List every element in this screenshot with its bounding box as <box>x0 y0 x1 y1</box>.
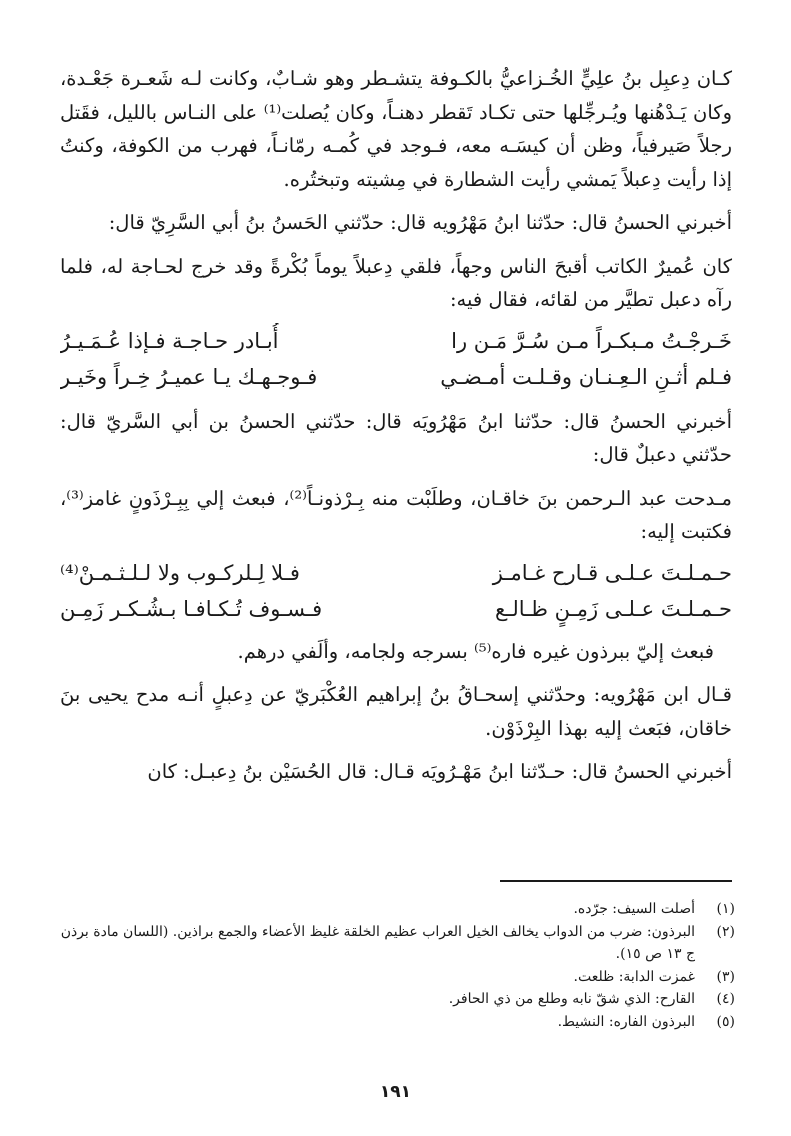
footnote <box>60 1011 735 1034</box>
paragraph-1: كـان دِعبِل بنُ علِيٍّ الخُـزاعيُّ بالكـوفة يتشـطر وهو شـابٌ، وكانت لـه شَعـرة جَعْـدة، وكان يَـدْهُنها ويُـرجِّلها حتى تكـاد تَقطر دهنـاً، وكان يُصلت⁽¹⁾ على النـاس بالليل، فقَتل رجلاً صَيرفياً، وظن أن كيسَـه معه، فـوجد في كُمـه رمّانـاً، فهرب من الكوفة، وكنتُ إذا رأيت دِعبلاً يَمشي رأيت الشطارة في مِشيته وتبختُره. <box>60 67 732 191</box>
footnotes <box>60 898 735 1033</box>
verse-hemistich: فـوجـهـك يـا عميـرُ خِـراً وخَيـر <box>60 364 318 389</box>
footnote <box>60 966 735 989</box>
paragraph-5: مـدحت عبد الـرحمن بنَ خاقـان، وطلَبْت منه بِـرْذونـاً⁽²⁾، فبعث إلي بِبِـرْذَونٍ غامز⁽³⁾، فكتبت إليه: <box>60 486 732 543</box>
verse-hemistich: أُبـادر حـاجـة فـإذا عُـمَـيـرُ <box>60 328 279 353</box>
verse-line-4 <box>60 591 732 627</box>
verse-hemistich: فـسـوف تُـكـافـا بـشُـكـر زَمِـن <box>60 596 323 621</box>
footnote-text: غمزت الدابة: ظلعت. <box>573 968 695 985</box>
verse-hemistich: حـمـلـتَ عـلـى زَمِـنٍ ظـالـع <box>495 596 732 621</box>
verse-hemistich: خَـرجْـتُ مـبكـراً مـن سُـرَّ مَـن را <box>451 328 732 353</box>
poem-2 <box>60 555 732 627</box>
footnote-text: البرذون الفاره: النشيط. <box>557 1013 695 1030</box>
verse-hemistich: فـلا لِـلركـوب ولا لـلـثـمـنْ⁽⁴⁾ <box>60 560 300 585</box>
footnote-text: أصلت السيف: جرّده. <box>573 901 695 917</box>
verse-hemistich: فـلم أثـنِ الـعِـنـان وقـلـت أمـضـي <box>440 364 732 389</box>
verse-hemistich: حـمـلـتَ عـلـى قـارح غـامـز <box>492 560 732 585</box>
paragraph-4: أخبرني الحسنُ قال: حدّثنا ابنُ مَهْرُويَه قال: حدّثني الحسنُ بن أبي السَّريّ قال: حدّثني دعبلٌ قال: <box>60 409 732 466</box>
paragraph-6: فبعث إليّ ببرذون غيره فاره⁽⁵⁾ بسرجه ولجامه، وألَفي درهم. <box>237 639 714 663</box>
verse-line-3 <box>60 555 732 591</box>
paragraph-3: كان عُميرٌ الكاتب أقبحَ الناس وجهاً، فلقي دِعبلاً يوماً بُكْرةً وقد خرج لحـاجة له، فلما رآه دعبل تطيَّر من لقائه، فقال فيه: <box>60 254 732 311</box>
paragraph-2: أخبرني الحسنُ قال: حدّثنا ابنُ مَهْرُويه قال: حدّثني الحَسنُ بنُ أبي السَّرِيّ قال: <box>108 211 732 234</box>
paragraph-8: أخبرني الحسنُ قال: حـدّثنا ابنُ مَهْـرُويَه قـال: قال الحُسَيْن بنُ دِعبـل: كان <box>147 760 732 783</box>
footnote-divider <box>500 880 732 882</box>
paragraph-7: قـال ابن مَهْرُويه: وحدّثني إسحـاقُ بنُ إبراهيم العُكْبَريّ عن دِعبلٍ أنـه مدح يحيى بنَ خاقان، فبَعث إليه بهذا البِرْذَوْن. <box>60 683 732 740</box>
footnote-text: القارح: الذي شقّ نابه وطلع من ذي الحافر. <box>448 991 695 1007</box>
footnote <box>60 898 735 921</box>
footnote-number: (١) <box>716 901 735 917</box>
verse-line-2 <box>60 359 732 395</box>
poem-1 <box>60 323 732 395</box>
page-body <box>60 62 732 789</box>
footnote <box>60 921 735 966</box>
footnote <box>60 988 735 1011</box>
page-number: ١٩١ <box>379 1082 412 1102</box>
footnote-number: (٤) <box>716 991 735 1007</box>
footnote-text: البرذون: ضرب من الدواب يخالف الخيل العراب عظيم الخلقة غليظ الأعضاء والجمع براذين. (اللسان مادة برذن ج ١٣ ص ١٥). <box>60 923 695 962</box>
footnote-number: (٥) <box>716 1013 735 1030</box>
footnote-number: (٣) <box>716 968 735 985</box>
footnote-number: (٢) <box>716 923 735 940</box>
verse-line-1 <box>60 323 732 359</box>
